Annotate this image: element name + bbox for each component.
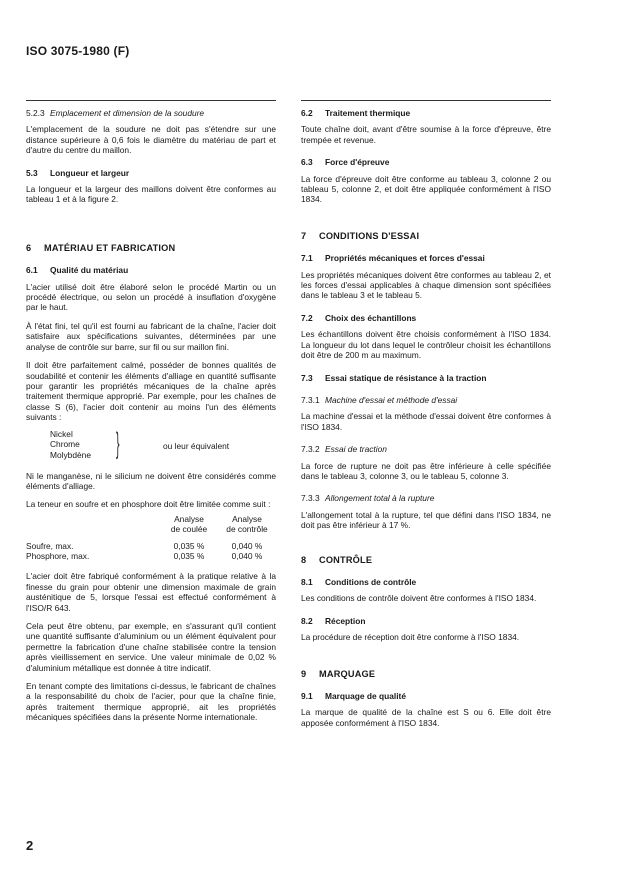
- section-7-3-1-text: La machine d'essai et la méthode d'essai doivent être conformes à l'ISO 1834.: [301, 411, 551, 432]
- alloy-elements-list: [26, 426, 276, 463]
- section-6-heading: 6 MATÉRIAU ET FABRICATION: [26, 242, 176, 253]
- section-7-1-heading: 7.1 Propriétés mécaniques et forces d'essai: [301, 253, 485, 264]
- section-9-heading: 9 MARQUAGE: [301, 668, 376, 679]
- section-5-3-text: La longueur et la largeur des maillons doivent être conformes au tableau 1 et à la figure 2.: [26, 184, 276, 205]
- section-6-1-para-8: En tenant compte des limitations ci-dessus, le fabricant de chaînes a la responsabilité du choix de l'acier, pour que la chaîne finie, après traitement thermique approprié, ait les propriétés mécaniques spécifiées dans la présente Norme internationale.: [26, 681, 276, 723]
- table-header-row-2: [26, 524, 276, 534]
- element-molybdenum: Molybdène: [50, 449, 91, 460]
- col-heat-analysis-l2: de coulée: [170, 524, 208, 535]
- table-row: Phosphore, max. 0,035 % 0,040 %: [26, 550, 263, 561]
- section-5-2-3-text: L'emplacement de la soudure ne doit pas s'étendre sur une distance supérieure à 0,6 fois le diamètre du matériau de part et d'autre du centre du maillon.: [26, 124, 276, 156]
- sulfur-phosphorus-table: [26, 514, 276, 562]
- section-7-3-heading: 7.3 Essai statique de résistance à la traction: [301, 372, 487, 383]
- section-5-3-heading: 5.3 Longueur et largeur: [26, 167, 130, 178]
- section-6-2-heading: 6.2 Traitement thermique: [301, 108, 411, 118]
- document-id: ISO 3075-1980 (F): [26, 44, 130, 58]
- section-7-3-2-text: La force de rupture ne doit pas être inférieure à celle spécifiée dans le tableau 3, colonne 3, ou le tableau 5, colonne 3.: [301, 460, 551, 481]
- table-header-row-1: [26, 514, 276, 524]
- section-6-1-heading: 6.1 Qualité du matériau: [26, 265, 129, 276]
- section-9-1-text: La marque de qualité de la chaîne est S ou 6. Elle doit être apposée conformément à l'ISO 1834.: [301, 707, 551, 728]
- section-6-1-para-3: Il doit être parfaitement calmé, posséder de bonnes qualités de soudabilité et contenir les éléments d'alliage en quantité suffisante pour garantir les propriétés mécaniques de la chaîne après traitement thermique approprié. Par exemple, pour les chaînes de classe S (6), l'acier doit contenir au moins l'un des éléments suivants :: [26, 360, 276, 423]
- section-7-3-3-heading: 7.3.3 Allongement total à la rupture: [301, 493, 435, 504]
- col-check-analysis-l2: de contrôle: [226, 524, 268, 535]
- section-6-3-text: La force d'épreuve doit être conforme au tableau 3, colonne 2 ou tableau 5, colonne 2, et doit être appliquée conformément à l'ISO 1834.: [301, 173, 551, 205]
- right-column: [301, 108, 551, 736]
- left-column-rule: [26, 100, 276, 101]
- section-8-2-text: La procédure de réception doit être conforme à l'ISO 1834.: [301, 632, 520, 643]
- section-8-heading: 8 CONTRÔLE: [301, 554, 373, 565]
- section-5-2-3-heading: 5.2.3 Emplacement et dimension de la soudure: [26, 108, 205, 118]
- right-column-rule: [301, 100, 551, 101]
- section-6-1-para-6: L'acier doit être fabriqué conformément à la pratique relative à la finesse du grain pour obtenir une dimension maximale de grain austénitique de 5, lorsque l'essai est effectué conformément à l'ISO/R 643.: [26, 571, 276, 613]
- page-number: 2: [26, 838, 34, 853]
- section-6-2-text: Toute chaîne doit, avant d'être soumise à la force d'épreuve, être trempée et revenue.: [301, 124, 551, 145]
- section-6-1-para-5: La teneur en soufre et en phosphore doit être limitée comme suit :: [26, 499, 271, 510]
- col-check-analysis-l1: Analyse: [232, 513, 262, 524]
- equivalent-label: ou leur équivalent: [163, 440, 230, 451]
- section-6-1-para-2: À l'état fini, tel qu'il est fourni au fabricant de la chaîne, l'acier doit satisfaire aux spécifications suivantes, déterminées par une analyse de contrôle sur barre, sur fil ou sur maillon fini.: [26, 320, 276, 352]
- section-8-1-text: Les conditions de contrôle doivent être conformes à l'ISO 1834.: [301, 593, 537, 604]
- section-6-1-para-7: Cela peut être obtenu, par exemple, en s'assurant qu'il contient une quantité suffisante d'aluminium ou un élément équivalent pour permettre la fabrication d'une chaîne stabilisée contre la tension après vieillissement en service. Une valeur minimale de 0,02 % d'aluminium métallique est donnée à titre indicatif.: [26, 621, 276, 673]
- section-6-1-para-1: L'acier utilisé doit être élaboré selon le procédé Martin ou un procédé électrique, ou selon un procédé à insuflation d'oxygène par le haut.: [26, 281, 276, 313]
- element-nickel: Nickel: [50, 428, 73, 439]
- section-7-3-1-heading: 7.3.1 Machine d'essai et méthode d'essai: [301, 394, 458, 405]
- table-row: Soufre, max. 0,035 % 0,040 %: [26, 540, 263, 551]
- section-7-heading: 7 CONDITIONS D'ESSAI: [301, 230, 420, 241]
- section-6-1-para-4: Ni le manganèse, ni le silicium ne doivent être considérés comme éléments d'alliage.: [26, 470, 276, 491]
- section-7-3-3-text: L'allongement total à la rupture, tel que défini dans l'ISO 1834, ne doit pas être inférieur à 17 %.: [301, 509, 551, 531]
- section-8-1-heading: 8.1 Conditions de contrôle: [301, 576, 417, 587]
- brace-glyph: }: [116, 426, 120, 460]
- left-column: [26, 108, 276, 731]
- section-7-2-text: Les échantillons doivent être choisis conformément à l'ISO 1834. La longueur du lot dans lequel le contrôleur choisit les échantillons doit être de 200 m au maximum.: [301, 329, 551, 361]
- section-9-1-heading: 9.1 Marquage de qualité: [301, 691, 406, 701]
- element-chrome: Chrome: [50, 439, 80, 450]
- col-heat-analysis-l1: Analyse: [174, 513, 204, 524]
- section-6-3-heading: 6.3 Force d'épreuve: [301, 157, 390, 168]
- section-8-2-heading: 8.2 Réception: [301, 615, 366, 626]
- section-7-1-text: Les propriétés mécaniques doivent être conformes au tableau 2, et les forces d'essai applicables à chaque dimension sont spécifiées dans le tableau 3 et le tableau 5.: [301, 269, 551, 301]
- section-7-3-2-heading: 7.3.2 Essai de traction: [301, 444, 387, 455]
- section-7-2-heading: 7.2 Choix des échantillons: [301, 312, 417, 323]
